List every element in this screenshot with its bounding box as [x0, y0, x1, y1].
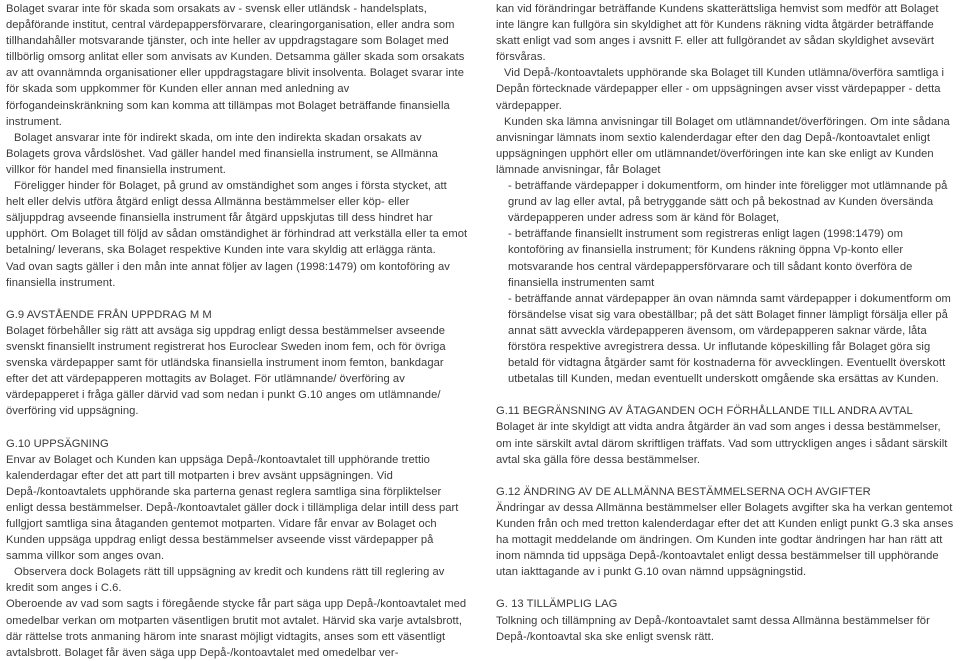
- list-item-document-form: - beträffande värdepapper i dokumentform, om hinder inte föreligger mot utlämnande på grund av lag eller avtal, på betryggande sätt och på bekostnad av Kunden översända värdepapperen under adress som är känd för Bolaget,: [508, 180, 948, 225]
- paragraph-limitation: Bolaget är inte skyldigt att vidta andra åtgärder än vad som anges i dessa bestämmelser, om inte särskilt avtal därom skriftligen träffats. Vad som uttryckligen anges i sådant särskilt avtal ska gälla före dessa bestämmelser.: [496, 421, 948, 466]
- paragraph-law-reference: Vad ovan sagts gäller i den mån inte annat följer av lagen (1998:1479) om kontoföring av finansiella instrument.: [6, 260, 450, 289]
- section-heading-g12: G.12 ÄNDRING AV DE ALLMÄNNA BESTÄMMELSERNA OCH AVGIFTER: [496, 485, 871, 498]
- section-heading-g10: G.10 UPPSÄGNING: [6, 437, 109, 450]
- section-heading-g11: G.11 BEGRÄNSNING AV ÅTAGANDEN OCH FÖRHÅLLANDE TILL ANDRA AVTAL: [496, 405, 913, 418]
- paragraph-indirect-damage: Bolaget ansvarar inte för indirekt skada, om inte den indirekta skadan orsakats av Bolagets grova vårdslöshet. Vad gäller handel med finansiella instrument, se Allmänna villkor för handel med finansiella instrument.: [6, 131, 438, 176]
- paragraph-transfer: Vid Depå-/kontoavtalets upphörande ska Bolaget till Kunden utlämna/överföra samtliga i Depån förtecknade värdepapper eller - om uppsägningen avser visst värdepapper - detta värdepapper.: [496, 67, 945, 112]
- paragraph-amendments: Ändringar av dessa Allmänna bestämmelser eller Bolagets avgifter ska ha verkan gentemot Kunden från och med tretton kalenderdagar efter det att Kunden enligt punkt G.3 ska anses ha mottagit meddelande om ändringen. Om Kunden inte godtar ändringen har han rätt att inom nämnda tid uppsäga Depå-/kontoavtalet enligt dessa bestämmelser till upphörande utan iakttagande av i punkt G.10 ovan nämnd uppsägningstid.: [496, 501, 954, 579]
- paragraph-immediate-termination: Oberoende av vad som sagts i föregående stycke får part säga upp Depå-/kontoavtalet med omedelbar verkan om motparten väsentligen brutit mot avtalet. Härvid ska varje avtalsbrott, där rättelse trots anmaning härom inte snarast möjligt vidtagits, anses som ett väsentligt avtalsbrott. Bolaget får även säga upp Depå-/kontoavtalet med omedelbar ver-: [6, 598, 467, 659]
- paragraph-hindrance: Föreligger hinder för Bolaget, på grund av omständighet som anges i första stycket, att helt eller delvis utföra åtgärd enligt dessa Allmänna bestämmelser eller köp- eller säljuppdrag avseende finansiella instrument får åtgärd uppskjutas till dess hindret har upphört. Om Bolaget till följd av sådan omständighet är förhindrad att verkställa eller ta emot betalning/ leverans, ska Bolaget respektive Kunden inte vara skyldig att erlägga ränta.: [6, 180, 468, 257]
- paragraph-renounce: Bolaget förbehåller sig rätt att avsäga sig uppdrag enligt dessa bestämmelser avseende svenskt finansiellt instrument registrerat hos Euroclear Sweden inom fem, och för övriga svenska värdepapper samt för utländska finansiella instrument inom femton, bankdagar efter det att värdepapperen mottagits av Bolaget. För utlämnande/ överföring av värdepapperet i fråga gäller därvid vad som nedan i punkt G.10 anges om utlämnande/ överföring vid uppsägning.: [6, 324, 446, 418]
- section-heading-g13: G. 13 TILLÄMPLIG LAG: [496, 598, 618, 611]
- right-column: [496, 1, 954, 645]
- paragraph-termination: Envar av Bolaget och Kunden kan uppsäga Depå-/kontoavtalet till upphörande trettio kalenderdagar efter det att part till motparten i brev avsänt uppsägningen. Vid Depå-/kontoavtalets upphörande ska parterna genast reglera samtliga sina förpliktelser enligt dessa bestämmelser. Depå-/kontoavtalet gäller dock i tillämpliga delar intill dess part fullgjort samtliga sina åtaganden gentemot motparten. Vidare får envar av Bolaget och Kunden uppsäga uppdrag enligt dessa bestämmelser avseende visst värdepapper på samma villkor som anges ovan.: [6, 453, 459, 563]
- paragraph-liability: Bolaget svarar inte för skada som orsakats av - svensk eller utländsk - handelsplats, depåförande institut, central värdepappersförvarare, clearingorganisation, eller andra som tillhandahåller motsvarande tjänster, och inte heller av uppdragstagare som Bolaget med tillbörlig omsorg anlitat eller som anvisats av Kunden. Detsamma gäller skada som orsakats av att ovannämnda organisationer eller uppdragstagare blivit insolventa. Bolaget svarar inte för skada som uppkommer för Kunden eller annan med anledning av förfogandeinskränkning som kan komma att tillämpas mot Bolaget beträffande finansiella instrument.: [6, 3, 465, 128]
- list-item-other-securities: - beträffande annat värdepapper än ovan nämnda samt värdepapper i dokumentform om försändelse visat sig vara obeställbar; på det sätt Bolaget finner lämpligt försälja eller på annat sätt avveckla värdepapperen ävensom, om värdepapperen saknar värde, låta förstöra respektive avregistrera dessa. Ur influtande köpeskilling får Bolaget göra sig betald för vidtagna åtgärder samt för kostnaderna för avvecklingen. Eventuellt överskott utbetalas till Kunden, medan eventuellt underskott omgående ska ersättas av Kunden.: [508, 292, 951, 386]
- paragraph-instructions: Kunden ska lämna anvisningar till Bolaget om utlämnandet/överföringen. Om inte sådana anvisningar lämnats inom sextio kalenderdagar efter den dag Depå-/kontoavtalet enligt uppsägningen upphört eller om utlämnandet/överföringen inte kan ske enligt av Kunden lämnade anvisningar, får Bolaget: [496, 115, 950, 176]
- section-heading-g9: G.9 AVSTÅENDE FRÅN UPPDRAG M M: [6, 308, 212, 321]
- left-column: [6, 1, 468, 661]
- paragraph-applicable-law: Tolkning och tillämpning av Depå-/kontoavtalet samt dessa Allmänna bestämmelser för Depå-/kontoavtal ska ske enligt svensk rätt.: [496, 614, 930, 643]
- list-item-registered-instrument: - beträffande finansiellt instrument som registreras enligt lagen (1998:1479) om kontoföring av finansiella instrument; för Kundens räkning öppna Vp-konto eller motsvarande hos central värdepappersförvarare och till sådant konto överföra de finansiella instrumenten samt: [508, 228, 913, 289]
- paragraph-tax-residence: kan vid förändringar beträffande Kundens skatterättsliga hemvist som medför att Bolaget inte längre kan fullgöra sin skyldighet att för Kundens räkning vidta åtgärder beträffande skatt enligt vad som anges i avsnitt F. eller att fullgörandet av sådan skyldighet avsevärt försvåras.: [496, 3, 939, 64]
- paragraph-credit-note: Observera dock Bolagets rätt till uppsägning av kredit och kundens rätt till reglering av kredit som anges i C.6.: [6, 566, 445, 595]
